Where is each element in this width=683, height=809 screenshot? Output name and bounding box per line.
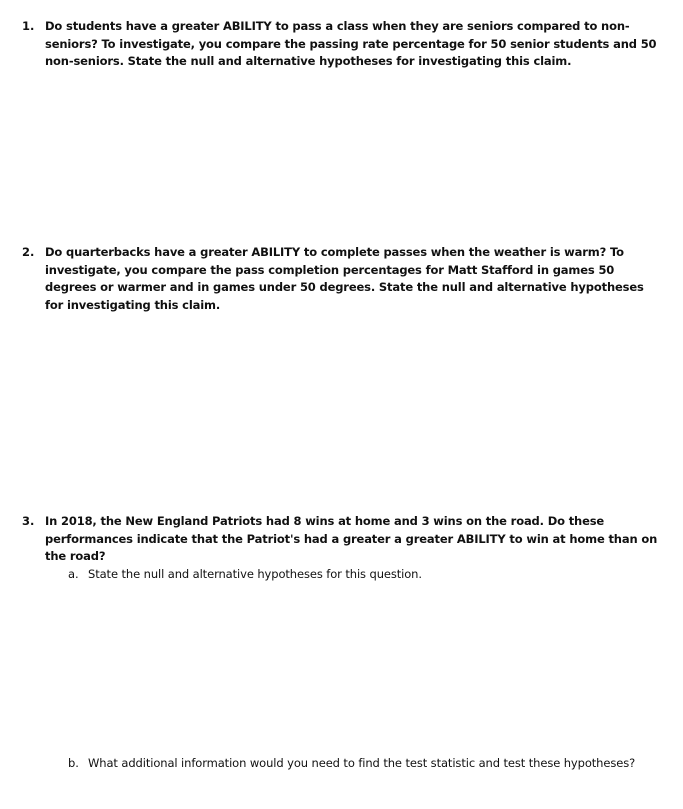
question-3-part-a <box>68 566 648 584</box>
part-letter: b. <box>68 756 79 770</box>
part-text: State the null and alternative hypotheses for this question. <box>88 567 422 581</box>
question-text: Do students have a greater ABILITY to pass a class when they are seniors compared to non-seniors? To investigate, you compare the passing rate percentage for 50 senior students and 50 non-seniors. State the null and alternative hypotheses for investigating this claim. <box>45 19 657 68</box>
question-2 <box>22 244 662 314</box>
question-number: 3. <box>22 514 35 528</box>
question-1 <box>22 18 662 71</box>
question-text: Do quarterbacks have a greater ABILITY to complete passes when the weather is warm? To investigate, you compare the pass completion percentages for Matt Stafford in games 50 degrees or warmer and in games under 50 degrees. State the null and alternative hypotheses for investigating this claim. <box>45 245 644 312</box>
question-number: 2. <box>22 245 35 259</box>
part-text: What additional information would you need to find the test statistic and test these hypotheses? <box>88 756 636 770</box>
part-letter: a. <box>68 567 79 581</box>
question-3-part-b <box>68 755 648 773</box>
question-number: 1. <box>22 19 35 33</box>
question-3 <box>22 513 662 566</box>
question-text: In 2018, the New England Patriots had 8 wins at home and 3 wins on the road. Do these performances indicate that the Patriot's had a greater a greater ABILITY to win at home than on the road? <box>45 514 658 563</box>
